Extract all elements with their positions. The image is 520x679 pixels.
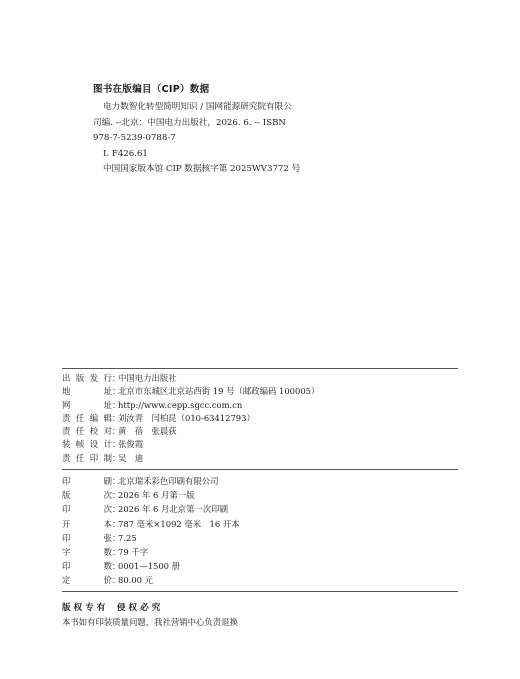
copyright-footer — [62, 601, 458, 629]
label-separator: ： — [112, 561, 121, 572]
divider — [62, 368, 458, 369]
publisher-info — [62, 372, 458, 465]
return-policy-note: 本书如有印装质量问题，我社营销中心负责退换 — [62, 617, 238, 627]
label-separator: ： — [112, 399, 121, 410]
info-label: 版次 — [62, 490, 112, 501]
label-separator: ： — [112, 532, 121, 543]
info-row — [62, 517, 458, 531]
copyright-notice: 版 权 专 有 侵 权 必 究 — [62, 603, 161, 613]
label-separator: ： — [112, 439, 121, 450]
info-value: 刘汝青 闫柏昆（010-63412793） — [118, 412, 255, 423]
info-label: 网址 — [62, 399, 112, 410]
info-row — [62, 372, 458, 385]
info-label: 字数 — [62, 547, 112, 558]
info-row — [62, 425, 458, 438]
info-value: 北京市东城区北京站西街 19 号（邮政编码 100005） — [118, 386, 320, 397]
info-label: 责任校对 — [62, 426, 112, 437]
cip-title: 图书在版编目（CIP）数据 — [93, 84, 210, 95]
info-value: 79 千字 — [118, 547, 149, 558]
info-label: 地址 — [62, 386, 112, 397]
info-label: 责任编辑 — [62, 412, 112, 423]
info-value: 787 毫米×1092 毫米 16 开本 — [118, 518, 240, 529]
label-separator: ： — [112, 373, 121, 383]
label-separator: ： — [112, 490, 121, 501]
divider — [62, 591, 458, 592]
label-separator: ： — [112, 575, 121, 586]
info-value: 2026 年 6 月北京第一次印刷 — [118, 504, 229, 515]
info-label: 装帧设计 — [62, 439, 112, 450]
info-row — [62, 502, 458, 516]
info-row — [62, 573, 458, 587]
cip-line: Ⅰ. F426.61 — [103, 148, 148, 159]
info-row — [62, 488, 458, 502]
label-separator: ： — [112, 476, 121, 486]
label-separator: ： — [112, 386, 121, 397]
cip-block — [93, 81, 433, 178]
info-value: 0001—1500 册 — [118, 561, 181, 572]
label-separator: ： — [112, 412, 121, 423]
info-row — [62, 399, 458, 412]
label-separator: ： — [112, 518, 121, 529]
info-value: 张俊霞 — [118, 439, 144, 450]
info-value: 80.00 元 — [118, 575, 154, 586]
label-separator: ： — [112, 452, 121, 463]
info-value: 黄 蓓 张晨荻 — [118, 426, 177, 437]
info-row — [62, 385, 458, 398]
info-label: 印刷 — [62, 476, 112, 486]
cip-line: 中国国家版本馆 CIP 数据核字第 2025WV3772 号 — [103, 164, 301, 174]
cip-line: 978-7-5239-0788-7 — [93, 133, 176, 143]
info-label: 印数 — [62, 561, 112, 572]
info-label: 责任印制 — [62, 452, 112, 463]
info-row — [62, 412, 458, 425]
info-value: 中国电力出版社 — [118, 373, 177, 383]
info-row — [62, 559, 458, 573]
info-value: 北京瑞禾彩色印刷有限公司 — [118, 476, 219, 486]
label-separator: ： — [112, 426, 121, 437]
label-separator: ： — [112, 504, 121, 515]
cip-line: 电力数智化转型简明知识 / 国网能源研究院有限公 — [103, 102, 292, 112]
info-label: 出版发行 — [62, 373, 112, 383]
info-row — [62, 545, 458, 559]
info-label: 印张 — [62, 532, 112, 543]
info-value: 7.25 — [118, 532, 137, 543]
info-row — [62, 531, 458, 545]
divider — [62, 469, 458, 470]
info-value: 2026 年 6 月第一版 — [118, 490, 195, 501]
print-info — [62, 474, 458, 588]
cip-line: 司编. --北京：中国电力出版社，2026. 6. -- ISBN — [93, 117, 286, 128]
info-label: 印次 — [62, 504, 112, 515]
info-row — [62, 438, 458, 451]
info-label: 定价 — [62, 575, 112, 586]
info-value: http://www.cepp.sgcc.com.cn — [118, 399, 243, 410]
info-row — [62, 452, 458, 465]
label-separator: ： — [112, 547, 121, 558]
info-label: 开本 — [62, 518, 112, 529]
info-row — [62, 474, 458, 488]
info-value: 吴 迪 — [118, 452, 144, 463]
